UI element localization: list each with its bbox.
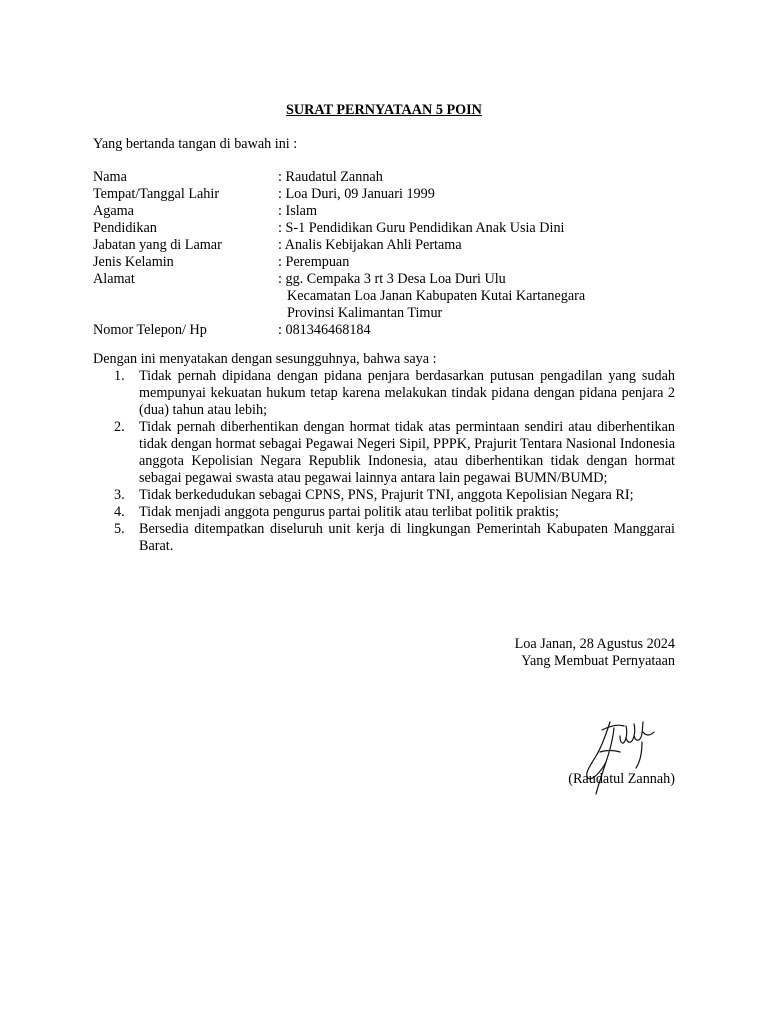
label-alamat: Alamat: [93, 271, 135, 287]
identity-row-agama: [93, 203, 675, 220]
point-number: 2.: [114, 419, 125, 435]
point-text: Bersedia ditempatkan diseluruh unit kerja di lingkungan Pemerintah Kabupaten Manggarai Barat.: [139, 521, 675, 554]
maker-label: Yang Membuat Pernyataan: [521, 653, 675, 669]
place-date: Loa Janan, 28 Agustus 2024: [514, 636, 675, 652]
point-text: Tidak pernah dipidana dengan pidana penjara berdasarkan putusan pengadilan yang sudah mempunyai kekuatan hukum tetap karena melakukan tindak pidana dengan pidana penjara 2 (dua) tahun atau lebih;: [139, 368, 675, 418]
identity-row-alamat: [93, 271, 675, 288]
point-number: 4.: [114, 504, 125, 520]
value-alamat-line3: Provinsi Kalimantan Timur: [287, 305, 443, 321]
label-pendidikan: Pendidikan: [93, 220, 157, 236]
label-ttl: Tempat/Tanggal Lahir: [93, 186, 220, 202]
label-telepon: Nomor Telepon/ Hp: [93, 322, 207, 338]
point-number: 1.: [114, 368, 125, 384]
value-alamat-line2: Kecamatan Loa Janan Kabupaten Kutai Kartanegara: [287, 288, 586, 304]
value-agama: : Islam: [278, 203, 318, 219]
identity-row-nama: [93, 169, 675, 186]
identity-row-alamat-line2: [93, 288, 675, 305]
value-pendidikan: : S-1 Pendidikan Guru Pendidikan Anak Usia Dini: [278, 220, 565, 236]
identity-row-pendidikan: [93, 220, 675, 237]
label-agama: Agama: [93, 203, 134, 219]
statement-points-list: [93, 368, 675, 555]
point-number: 3.: [114, 487, 125, 503]
list-item: [93, 504, 675, 521]
label-jenis-kelamin: Jenis Kelamin: [93, 254, 174, 270]
value-alamat-line1: : gg. Cempaka 3 rt 3 Desa Loa Duri Ulu: [278, 271, 506, 287]
label-nama: Nama: [93, 169, 127, 185]
value-jabatan: : Analis Kebijakan Ahli Pertama: [278, 237, 462, 253]
list-item: [93, 521, 675, 555]
identity-row-jenis-kelamin: [93, 254, 675, 271]
statement-text: Dengan ini menyatakan dengan sesungguhnya, bahwa saya :: [93, 351, 437, 367]
document-title: SURAT PERNYATAAN 5 POIN: [286, 102, 482, 118]
identity-row-telepon: [93, 322, 675, 339]
value-nama: : Raudatul Zannah: [278, 169, 383, 185]
identity-row-jabatan: [93, 237, 675, 254]
value-jenis-kelamin: : Perempuan: [278, 254, 350, 270]
value-ttl: : Loa Duri, 09 Januari 1999: [278, 186, 435, 202]
list-item: [93, 419, 675, 487]
identity-row-alamat-line3: [93, 305, 675, 322]
point-number: 5.: [114, 521, 125, 537]
value-telepon: : 081346468184: [278, 322, 371, 338]
identity-row-ttl: [93, 186, 675, 203]
point-text: Tidak berkedudukan sebagai CPNS, PNS, Prajurit TNI, anggota Kepolisian Negara RI;: [139, 487, 634, 503]
label-jabatan: Jabatan yang di Lamar: [93, 237, 222, 253]
identity-block: [93, 169, 675, 339]
signatory-name: (Raudatul Zannah): [568, 771, 675, 787]
point-text: Tidak pernah diberhentikan dengan hormat tidak atas permintaan sendiri atau diberhentikan tidak dengan hormat sebagai Pegawai Negeri Sipil, PPPK, Prajurit Tentara Nasional Indonesia anggota Kepolisian Negara Republik Indonesia, atau diberhentikan tidak dengan hormat sebagai pegawai swasta atau pegawai lainnya antara lain pegawai BUMN/BUMD;: [139, 419, 675, 486]
list-item: [93, 487, 675, 504]
intro-text: Yang bertanda tangan di bawah ini :: [93, 136, 298, 152]
list-item: [93, 368, 675, 419]
point-text: Tidak menjadi anggota pengurus partai politik atau terlibat politik praktis;: [139, 504, 559, 520]
